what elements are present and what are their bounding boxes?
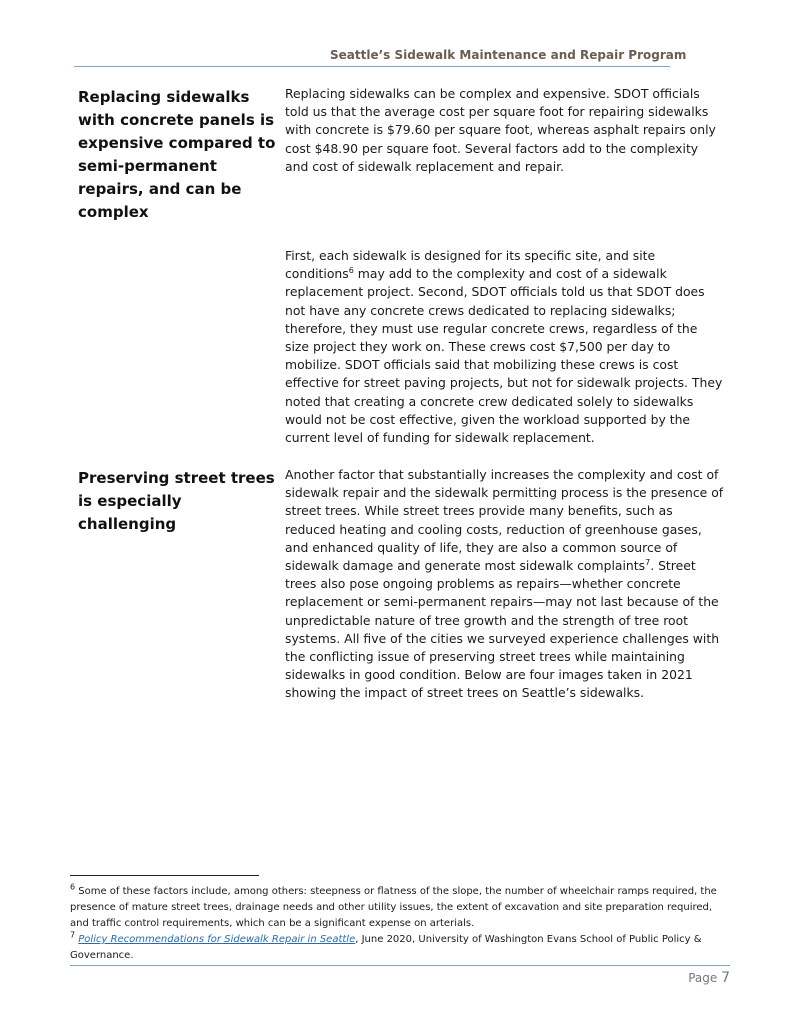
- page-number-value: 7: [721, 970, 730, 986]
- footnote-ref-6[interactable]: 6: [348, 266, 354, 276]
- footnotes: [70, 884, 730, 964]
- footnote-text: Some of these factors include, among others: steepness or flatness of the slope, the number of wheelchair ramps required, the presence of mature street trees, drainage needs and other utility issues, the extent of excavation and site preparation required, and traffic control requirements, which can be a significant expense on arterials.: [70, 886, 717, 929]
- footnote-text: , June 2020, University of Washington Evans School of Public Policy & Governance.: [70, 934, 702, 961]
- policy-recommendations-link[interactable]: Policy Recommendations for Sidewalk Repair in Seattle: [78, 934, 356, 945]
- paragraph-cost-overview: Replacing sidewalks can be complex and expensive. SDOT officials told us that the average cost per square foot for repairing sidewalks with concrete is $79.60 per square foot, whereas asphalt repairs only cost $48.90 per square foot. Several factors add to the complexity and cost of sidewalk replacement and repair.: [285, 86, 716, 174]
- paragraph-text: First, each sidewalk is designed for its specific site, and site conditions: [285, 248, 656, 282]
- footnote-ref-7[interactable]: 7: [645, 557, 651, 567]
- footnote-number: 7: [70, 930, 76, 940]
- section-heading-street-trees: Preserving street trees is especially challenging: [78, 469, 275, 533]
- footer-divider: [70, 965, 730, 966]
- paragraph-site-conditions: [285, 247, 725, 447]
- page-number: [620, 970, 730, 986]
- running-header: Seattle’s Sidewalk Maintenance and Repair Program: [330, 48, 687, 62]
- paragraph-text: may add to the complexity and cost of a sidewalk replacement project. Second, SDOT officials told us that SDOT does not have any concrete crews dedicated to replacing sidewalks; therefore, they must use regular concrete crews, regardless of the size project they work on. These crews cost $7,500 per day to mobilize. SDOT officials said that mobilizing these crews is cost effective for street paving projects, but not for sidewalk projects. They noted that creating a concrete crew dedicated solely to sidewalks would not be cost effective, given the workload supported by the current level of funding for sidewalk replacement.: [285, 266, 723, 446]
- section-heading-replacing-sidewalks: Replacing sidewalks with concrete panels is expensive compared to semi-permanent repairs, and can be complex: [78, 88, 276, 221]
- header-divider: [74, 66, 670, 67]
- paragraph-street-trees: [285, 466, 725, 703]
- footnote-6: [70, 884, 730, 932]
- paragraph-text: . Street trees also pose ongoing problems as repairs—whether concrete replacement or semi-permanent repairs—may not last because of the unpredictable nature of tree growth and the strength of tree root systems. All five of the cities we surveyed experience challenges with the conflicting issue of preserving street trees while maintaining sidewalks in good condition. Below are four images taken in 2021 showing the impact of street trees on Seattle’s sidewalks.: [285, 558, 720, 701]
- paragraph-text: Another factor that substantially increases the complexity and cost of sidewalk repair and the sidewalk permitting process is the presence of street trees. While street trees provide many benefits, such as reduced heating and cooling costs, reduction of greenhouse gases, and enhanced quality of life, they are also a common source of sidewalk damage and generate most sidewalk complaints: [285, 467, 724, 574]
- footnote-7: [70, 932, 730, 964]
- footnote-number: 6: [70, 882, 76, 892]
- footnote-separator: [70, 875, 259, 876]
- page-label: Page: [688, 971, 718, 985]
